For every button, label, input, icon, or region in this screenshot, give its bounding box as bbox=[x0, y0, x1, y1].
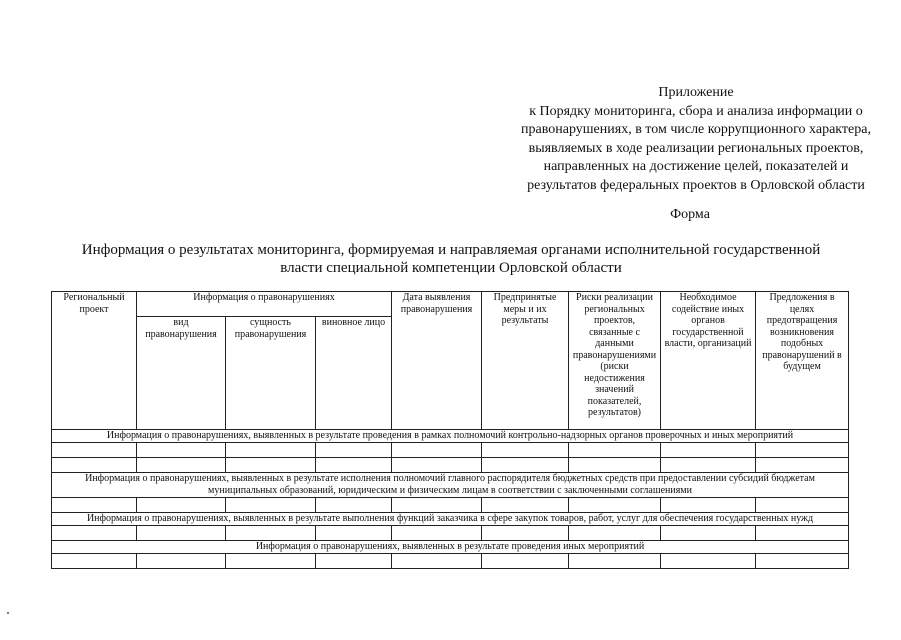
document-title bbox=[40, 241, 862, 277]
header-assistance: Необходимое содействие иных органов государственной власти, организаций bbox=[661, 292, 756, 430]
header-violation-info: Информация о правонарушениях bbox=[137, 292, 392, 317]
annex-line: результатов федеральных проектов в Орловской области bbox=[527, 177, 865, 193]
header-risks: Риски реализации региональных проектов, связанные с данными правонарушениями (риски недостижения значений показателей, результатов) bbox=[569, 292, 661, 430]
table-row bbox=[52, 443, 849, 458]
scan-speck bbox=[7, 612, 9, 614]
annex-block bbox=[480, 84, 901, 196]
header-detection-date: Дата выявления правонарушения bbox=[392, 292, 482, 430]
section-label: Информация о правонарушениях, выявленных в результате проведения иных мероприятий bbox=[52, 541, 849, 554]
title-line-2: власти специальной компетенции Орловской области bbox=[280, 260, 622, 276]
section-row bbox=[52, 513, 849, 526]
header-measures: Предпринятые меры и их результаты bbox=[482, 292, 569, 430]
header-row bbox=[52, 292, 849, 317]
title-line-1: Информация о результатах мониторинга, формируемая и направляемая органами исполнительной государственной bbox=[81, 242, 821, 258]
header-regional-project: Региональный проект bbox=[52, 292, 137, 430]
section-label: Информация о правонарушениях, выявленных в результате исполнения полномочий главного распорядителя бюджетных средств при предоставлении субсидий бюджетам муниципальных образований, юридическим и физическим лицам в соответствии с заключенными соглашениями bbox=[52, 473, 849, 498]
header-guilty: виновное лицо bbox=[316, 317, 392, 430]
annex-line: Приложение bbox=[658, 85, 734, 100]
header-essence: сущность правонарушения bbox=[226, 317, 316, 430]
annex-line: к Порядку мониторинга, сбора и анализа информации о bbox=[529, 103, 863, 119]
section-label: Информация о правонарушениях, выявленных в результате выполнения функций заказчика в сфере закупок товаров, работ, услуг для обеспечения государственных нужд bbox=[52, 513, 849, 526]
section-row bbox=[52, 430, 849, 443]
header-proposals: Предложения в целях предотвращения возникновения подобных правонарушений в будущем bbox=[756, 292, 849, 430]
annex-line: правонарушениях, в том числе коррупционного характера, bbox=[521, 122, 871, 138]
section-row bbox=[52, 473, 849, 498]
monitoring-table bbox=[51, 291, 849, 569]
form-label: Форма bbox=[670, 207, 710, 222]
section-row bbox=[52, 541, 849, 554]
section-label: Информация о правонарушениях, выявленных в результате проведения в рамках полномочий контрольно-надзорных органов проверочных и иных мероприятий bbox=[52, 430, 849, 443]
table-row bbox=[52, 498, 849, 513]
table-row bbox=[52, 458, 849, 473]
header-type: вид правонарушения bbox=[137, 317, 226, 430]
annex-line: выявляемых в ходе реализации региональных проектов, bbox=[528, 140, 864, 156]
annex-line: направленных на достижение целей, показателей и bbox=[543, 159, 849, 175]
table-row bbox=[52, 554, 849, 569]
table-row bbox=[52, 526, 849, 541]
